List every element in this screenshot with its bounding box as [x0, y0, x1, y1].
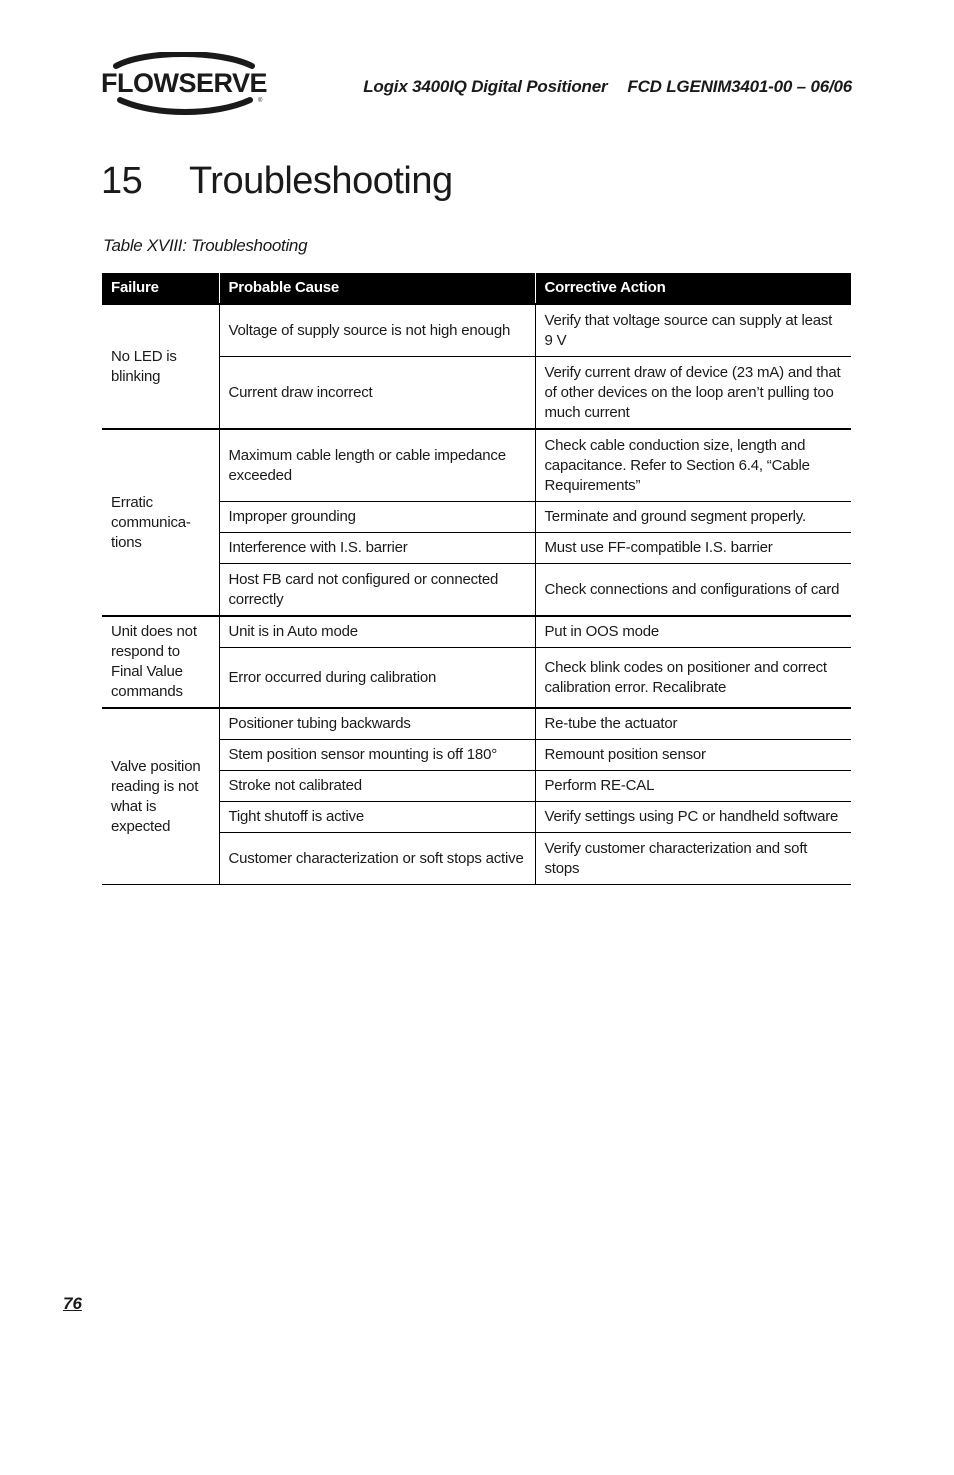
cause-cell: Improper grounding	[219, 502, 535, 533]
table-caption: Table XVIII: Troubleshooting	[103, 236, 308, 255]
cause-cell: Customer characterization or soft stops active	[219, 833, 535, 885]
action-cell: Check connections and configurations of card	[535, 564, 851, 617]
flowserve-logo	[100, 52, 270, 116]
cause-cell: Positioner tubing backwards	[219, 708, 535, 740]
table-row	[102, 616, 851, 648]
action-cell: Must use FF-compatible I.S. barrier	[535, 533, 851, 564]
cause-cell: Voltage of supply source is not high enough	[219, 304, 535, 357]
logo-wordmark: FLOWSERVE	[101, 68, 268, 98]
document-code: FCD LGENIM3401-00 – 06/06	[627, 77, 852, 96]
action-cell: Put in OOS mode	[535, 616, 851, 648]
svg-text:®: ®	[258, 98, 263, 104]
column-header-cause: Probable Cause	[219, 273, 535, 304]
section-number: 15	[101, 160, 143, 202]
action-cell: Check blink codes on positioner and correct calibration error. Recalibrate	[535, 648, 851, 709]
action-cell: Verify customer characterization and soft stops	[535, 833, 851, 885]
action-cell: Perform RE-CAL	[535, 771, 851, 802]
cause-cell: Stroke not calibrated	[219, 771, 535, 802]
column-header-action: Corrective Action	[535, 273, 851, 304]
action-cell: Verify settings using PC or handheld software	[535, 802, 851, 833]
failure-cell: Valve position reading is not what is expected	[102, 708, 219, 885]
action-cell: Verify that voltage source can supply at least 9 V	[535, 304, 851, 357]
action-cell: Verify current draw of device (23 mA) and that of other devices on the loop aren’t pulling too much current	[535, 357, 851, 430]
failure-cell: Unit does not respond to Final Value commands	[102, 616, 219, 708]
section-heading	[101, 160, 453, 203]
table-row	[102, 708, 851, 740]
cause-cell: Current draw incorrect	[219, 357, 535, 430]
action-cell: Terminate and ground segment properly.	[535, 502, 851, 533]
cause-cell: Error occurred during calibration	[219, 648, 535, 709]
product-name: Logix 3400IQ Digital Positioner	[363, 77, 608, 96]
cause-cell: Unit is in Auto mode	[219, 616, 535, 648]
running-header	[363, 77, 852, 97]
page-number: 76	[63, 1294, 82, 1313]
failure-cell: No LED is blinking	[102, 304, 219, 429]
failure-cell: Erratic communica-tions	[102, 429, 219, 616]
table-row	[102, 304, 851, 357]
action-cell: Re-tube the actuator	[535, 708, 851, 740]
troubleshooting-table	[102, 273, 851, 885]
cause-cell: Interference with I.S. barrier	[219, 533, 535, 564]
cause-cell: Host FB card not configured or connected correctly	[219, 564, 535, 617]
action-cell: Check cable conduction size, length and capacitance. Refer to Section 6.4, “Cable Requirements”	[535, 429, 851, 502]
section-title: Troubleshooting	[189, 160, 453, 202]
column-header-failure: Failure	[102, 273, 219, 304]
cause-cell: Stem position sensor mounting is off 180°	[219, 740, 535, 771]
cause-cell: Maximum cable length or cable impedance exceeded	[219, 429, 535, 502]
table-row	[102, 429, 851, 502]
action-cell: Remount position sensor	[535, 740, 851, 771]
table-header-row	[102, 273, 851, 304]
cause-cell: Tight shutoff is active	[219, 802, 535, 833]
